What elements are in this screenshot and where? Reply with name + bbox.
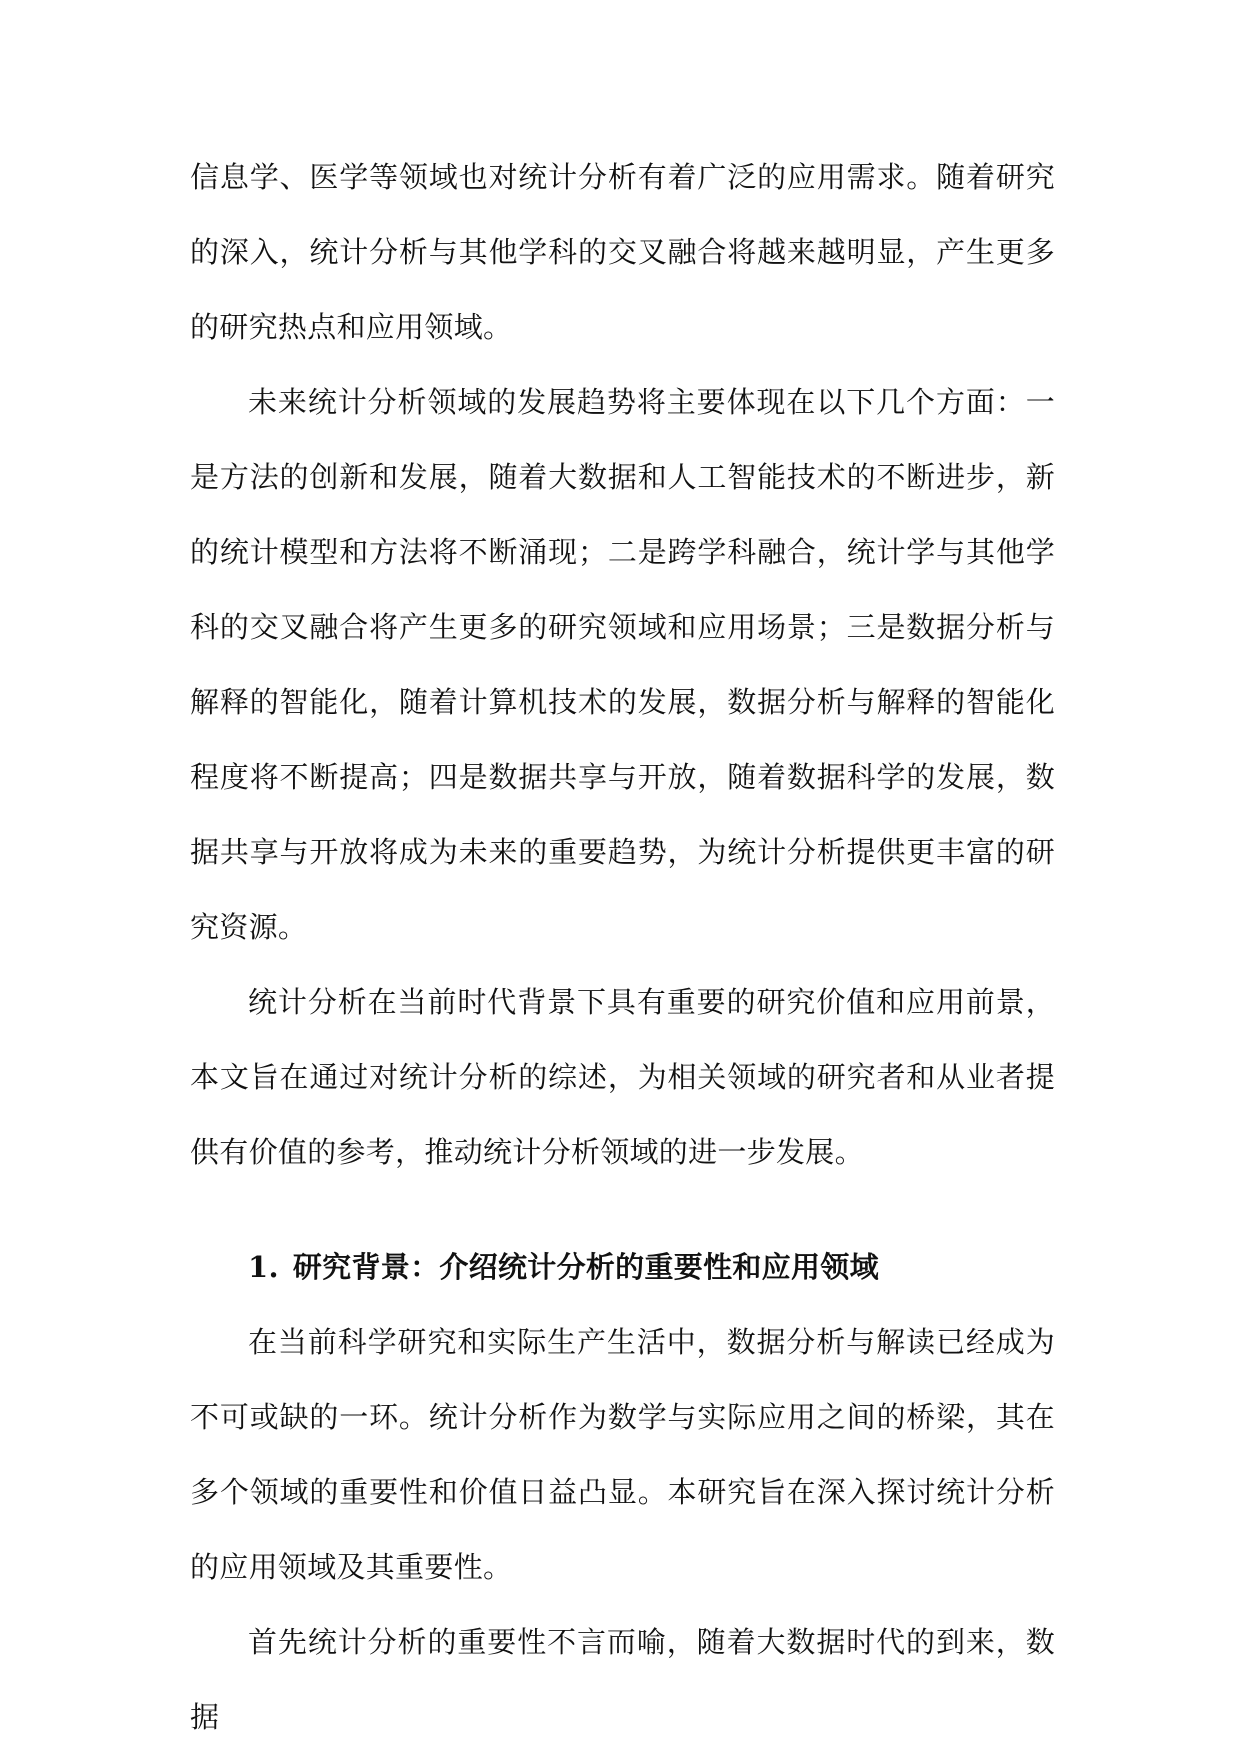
paragraph-background: 在当前科学研究和实际生产生活中，数据分析与解读已经成为不可或缺的一环。统计分析作为数学与实际应用之间的桥梁，其在多个领域的重要性和价值日益凸显。本研究旨在深入探讨统计分析的应用领域及其重要性。 — [190, 1325, 1055, 1584]
paragraph-continued: 信息学、医学等领域也对统计分析有着广泛的应用需求。随着研究的深入，统计分析与其他学科的交叉融合将越来越明显，产生更多的研究热点和应用领域。 — [190, 160, 1055, 344]
section-number: 1. — [248, 1250, 279, 1284]
section-title: 研究背景：介绍统计分析的重要性和应用领域 — [292, 1250, 879, 1284]
page-content — [190, 140, 1055, 1755]
paragraph-importance: 首先统计分析的重要性不言而喻，随着大数据时代的到来，数据 — [190, 1625, 1055, 1734]
section-heading — [190, 1230, 1055, 1305]
paragraph-future-trends: 未来统计分析领域的发展趋势将主要体现在以下几个方面：一是方法的创新和发展，随着大数据和人工智能技术的不断进步，新的统计模型和方法将不断涌现；二是跨学科融合，统计学与其他学科的交叉融合将产生更多的研究领域和应用场景；三是数据分析与解释的智能化，随着计算机技术的发展，数据分析与解释的智能化程度将不断提高；四是数据共享与开放，随着数据科学的发展，数据共享与开放将成为未来的重要趋势，为统计分析提供更丰富的研究资源。 — [190, 385, 1055, 944]
paragraph-purpose: 统计分析在当前时代背景下具有重要的研究价值和应用前景，本文旨在通过对统计分析的综述，为相关领域的研究者和从业者提供有价值的参考，推动统计分析领域的进一步发展。 — [190, 985, 1055, 1169]
